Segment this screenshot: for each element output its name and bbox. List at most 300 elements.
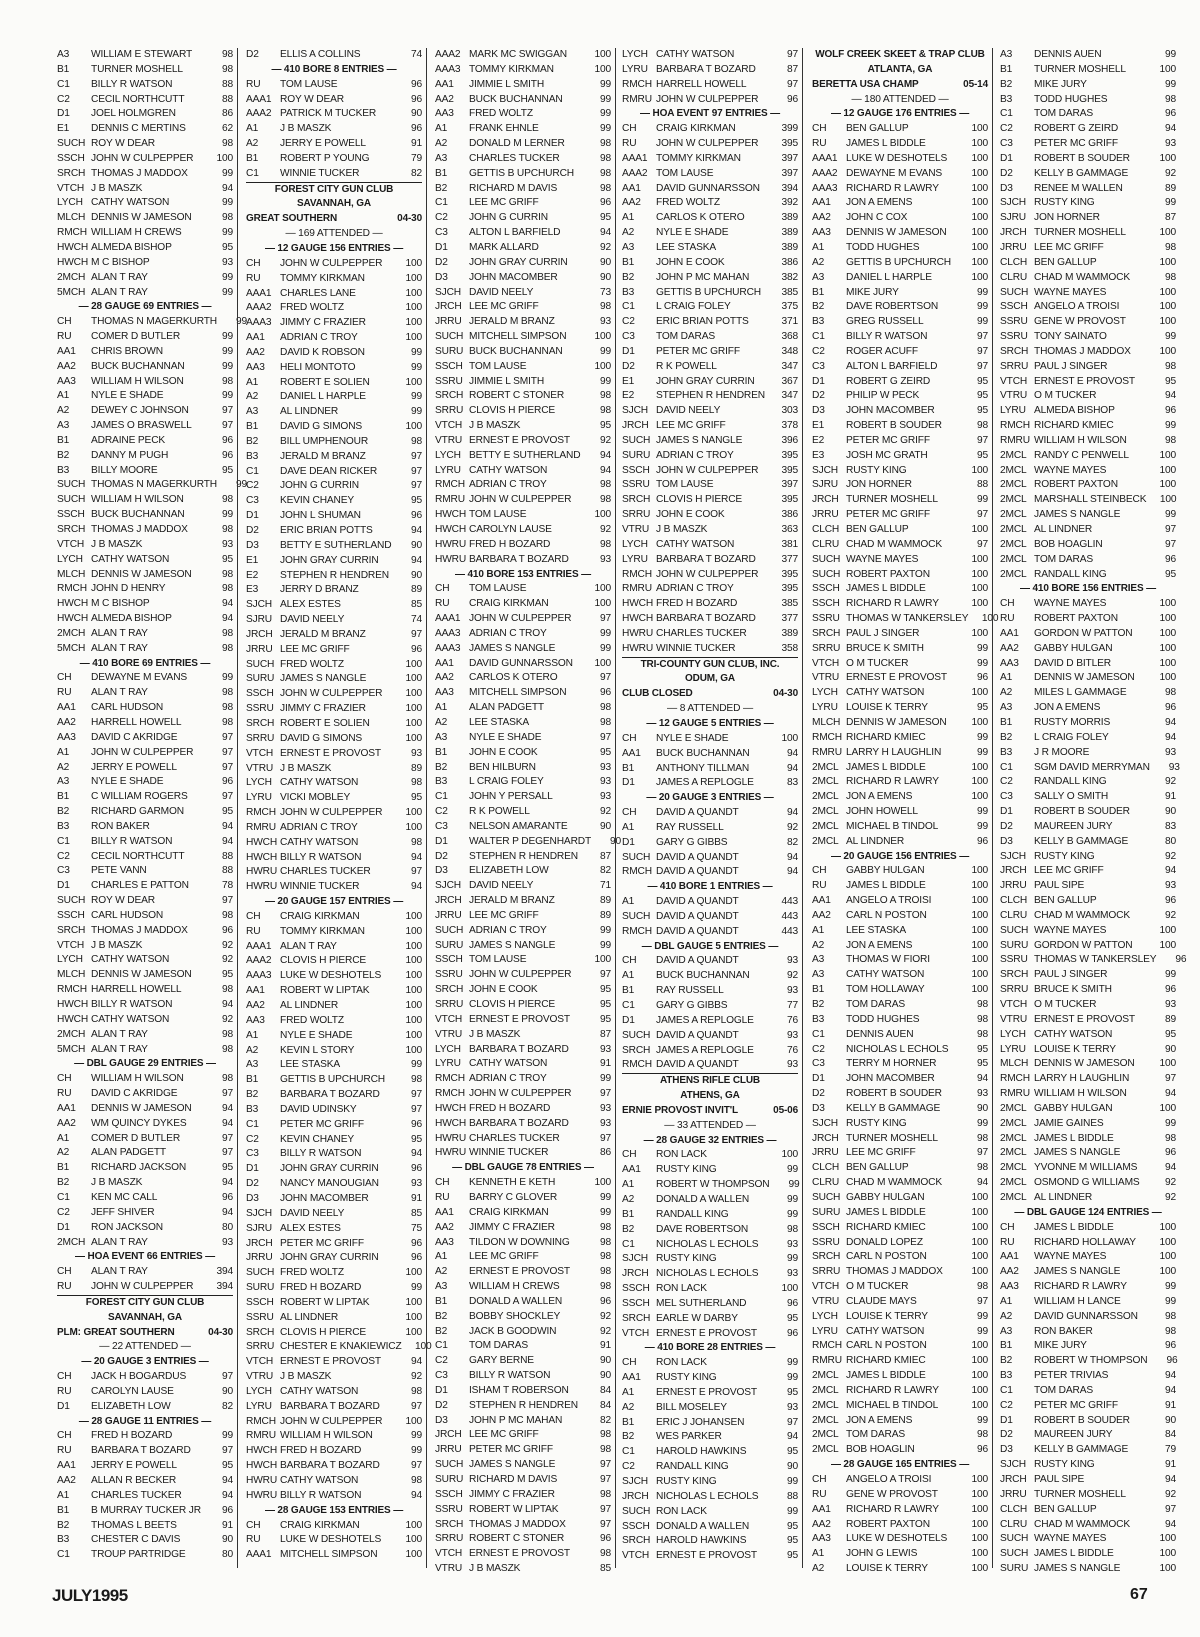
class-code: D2 xyxy=(246,1178,259,1190)
class-code: D2 xyxy=(1000,1429,1013,1441)
class-code: HWCH xyxy=(246,1445,278,1457)
shooter-name: MEL SUTHERLAND xyxy=(656,1297,747,1309)
result-row xyxy=(1000,1057,1176,1072)
class-code: HWRU xyxy=(435,1132,467,1144)
class-code: D1 xyxy=(1000,152,1013,164)
score: 100 xyxy=(1159,1102,1176,1114)
result-row xyxy=(57,998,233,1013)
score: 100 xyxy=(594,954,611,966)
shooter-name: L CRAIG FOLEY xyxy=(656,301,731,313)
result-row xyxy=(435,835,622,850)
shooter-name: CATHY WATSON xyxy=(280,1475,359,1486)
class-code: CH xyxy=(57,1371,72,1383)
score: 98 xyxy=(599,1221,611,1233)
class-code: D3 xyxy=(1000,182,1013,194)
result-row xyxy=(246,1385,422,1400)
result-row xyxy=(1000,835,1176,850)
score: 82 xyxy=(599,1414,611,1426)
result-row xyxy=(435,1443,611,1458)
result-row xyxy=(246,776,422,791)
result-row xyxy=(1000,300,1176,315)
shooter-name: J B MASZK xyxy=(469,1563,521,1575)
score: 86 xyxy=(599,1147,611,1159)
class-code: AAA2 xyxy=(812,167,838,179)
score: 99 xyxy=(410,1445,422,1457)
shooter-name: CLAUDE MAYS xyxy=(846,1295,917,1307)
result-row xyxy=(246,821,422,836)
score: 93 xyxy=(221,1236,233,1248)
class-code: CLCH xyxy=(812,1162,840,1174)
score: 98 xyxy=(221,212,233,224)
shooter-name: DENNIS W JAMESON xyxy=(846,227,947,239)
score: 99 xyxy=(410,1282,422,1294)
class-code: SRCH xyxy=(622,1312,651,1324)
shooter-name: TOMMY KIRKMAN xyxy=(469,63,554,75)
shooter-name: MIKE JURY xyxy=(1034,1340,1087,1352)
result-row xyxy=(812,1176,988,1191)
result-row xyxy=(57,1043,233,1058)
shooter-name: PETER MC GRIFF xyxy=(1034,1399,1118,1411)
result-row xyxy=(1000,1221,1176,1236)
shooter-name: PETER TRIVIAS xyxy=(1034,1370,1109,1382)
score: 100 xyxy=(1159,449,1176,461)
result-row xyxy=(812,879,988,894)
score: 97 xyxy=(599,672,611,684)
score: 95 xyxy=(410,1133,422,1145)
score: 443 xyxy=(781,896,798,908)
result-row xyxy=(435,627,611,642)
result-row xyxy=(622,1208,798,1223)
result-row xyxy=(57,1444,233,1459)
shooter-name: ROY W DEAR xyxy=(91,138,155,150)
score: 90 xyxy=(786,1461,798,1473)
score: 94 xyxy=(599,464,611,476)
shooter-name: JOHN W CULPEPPER xyxy=(91,152,194,164)
shooter-name: BILLY R WATSON xyxy=(280,1148,362,1160)
score: 93 xyxy=(221,538,233,550)
shooter-name: JOHN P MC MAHAN xyxy=(656,271,750,283)
result-row xyxy=(812,998,988,1013)
score: 100 xyxy=(971,895,988,907)
shooter-name: FRED WOLTZ xyxy=(280,658,344,670)
result-row xyxy=(435,1458,611,1473)
shooter-name: AL LINDNER xyxy=(846,835,905,847)
shooter-name: FRED H BOZARD xyxy=(469,538,551,550)
result-row xyxy=(435,300,611,315)
class-code: VTCH xyxy=(435,420,463,432)
result-row xyxy=(812,597,988,612)
shooter-name: ALTON L BARFIELD xyxy=(469,227,561,239)
shooter-name: RUSTY KING xyxy=(1034,850,1095,862)
shooter-name: JOHN MACOMBER xyxy=(469,271,558,283)
result-row xyxy=(57,953,233,968)
result-row xyxy=(622,954,798,969)
class-code: B3 xyxy=(1000,93,1013,105)
class-code: SRCH xyxy=(57,524,86,535)
class-code: HWCH xyxy=(57,613,89,625)
class-code: AA1 xyxy=(622,1372,641,1384)
class-code: CH xyxy=(246,910,261,922)
result-row xyxy=(812,1146,988,1161)
score: 100 xyxy=(1159,227,1176,239)
result-row xyxy=(435,1310,611,1325)
result-row xyxy=(435,998,611,1013)
class-code: SJCH xyxy=(622,1476,649,1487)
score: 62 xyxy=(221,123,233,135)
score: 95 xyxy=(786,1535,798,1547)
class-code: SRCH xyxy=(57,167,86,179)
score: 97 xyxy=(410,1400,422,1412)
score: 92 xyxy=(1164,1177,1176,1189)
class-code: SSCH xyxy=(435,1488,463,1500)
club-heading: TRI-COUNTY GUN CLUB, INC. xyxy=(640,658,780,670)
score: 94 xyxy=(221,999,233,1010)
result-row xyxy=(246,672,422,687)
shooter-name: J B MASZK xyxy=(469,420,521,432)
class-code: LYCH xyxy=(1000,1028,1026,1040)
class-code: AA3 xyxy=(812,227,831,239)
class-code: AAA2 xyxy=(246,955,272,967)
result-row xyxy=(1000,1117,1176,1132)
score: 92 xyxy=(1164,850,1176,862)
score: 100 xyxy=(405,1029,422,1041)
class-code: JRRU xyxy=(812,509,839,521)
result-row xyxy=(812,434,988,449)
shooter-name: THOMAS N MAGERKURTH xyxy=(91,316,218,328)
score: 389 xyxy=(781,227,798,239)
result-row xyxy=(622,969,798,984)
class-code: RMCH xyxy=(435,1073,465,1085)
score: 91 xyxy=(410,138,422,150)
class-code: VTCH xyxy=(246,747,274,759)
class-code: C1 xyxy=(1000,1384,1013,1396)
result-row xyxy=(246,361,422,376)
score: 100 xyxy=(971,1370,988,1382)
result-row xyxy=(1000,1339,1176,1354)
class-code: RU xyxy=(246,925,261,937)
class-code: D1 xyxy=(57,108,70,120)
class-code: HWRU xyxy=(246,1489,278,1501)
score: 93 xyxy=(1164,880,1176,892)
shooter-name: RON LACK xyxy=(656,1357,707,1369)
shooter-name: ERNEST E PROVOST xyxy=(280,1356,382,1368)
result-row xyxy=(622,627,798,642)
result-row xyxy=(57,1400,233,1415)
class-code: LYRU xyxy=(812,702,838,714)
result-row xyxy=(1000,1146,1176,1161)
score: 100 xyxy=(971,909,988,921)
score: 100 xyxy=(405,1000,422,1011)
result-row xyxy=(246,494,422,509)
score: 100 xyxy=(594,583,611,595)
class-code: C3 xyxy=(622,331,635,343)
score: 100 xyxy=(405,658,422,670)
class-code: AA1 xyxy=(622,1164,641,1176)
shooter-name: ROBERT B SOUDER xyxy=(846,420,942,432)
result-row xyxy=(435,1384,611,1399)
shooter-name: FRED WOLTZ xyxy=(280,302,344,314)
shooter-name: R K POWELL xyxy=(656,360,717,372)
attendance: — 180 ATTENDED — xyxy=(851,93,949,105)
shooter-name: FRED WOLTZ xyxy=(656,197,720,209)
shooter-name: JOHN GRAY CURRIN xyxy=(469,256,568,268)
shooter-name: PHILIP W PECK xyxy=(846,390,920,402)
club-heading: SAVANNAH, GA xyxy=(297,198,371,210)
result-row xyxy=(435,256,611,271)
score: 87 xyxy=(786,63,798,75)
score: 99 xyxy=(599,93,611,105)
result-row xyxy=(1000,1102,1176,1117)
shooter-name: WALTER P DEGENHARDT xyxy=(469,835,592,847)
score: 100 xyxy=(405,1267,422,1279)
result-row xyxy=(812,1236,988,1251)
result-row xyxy=(622,389,798,404)
shooter-name: TOM LAUSE xyxy=(656,167,714,179)
class-code: VTRU xyxy=(812,672,840,684)
shooter-name: RENEE M WALLEN xyxy=(1034,182,1123,194)
shooter-name: JIMMY C FRAZIER xyxy=(469,1488,555,1500)
score: 100 xyxy=(971,716,988,728)
result-row xyxy=(622,78,798,93)
score: 95 xyxy=(599,420,611,432)
result-row xyxy=(812,1443,988,1458)
class-code: D2 xyxy=(435,850,448,862)
column-divider xyxy=(237,48,238,1568)
class-code: AA2 xyxy=(1000,1266,1019,1278)
score: 100 xyxy=(1159,494,1177,506)
result-row xyxy=(435,582,611,597)
score: 98 xyxy=(221,375,233,387)
event-header: — DBL GAUGE 78 ENTRIES — xyxy=(452,1162,594,1174)
class-code: JRCH xyxy=(812,1132,839,1144)
class-code: A2 xyxy=(246,138,259,150)
shooter-name: DAVID UDINSKY xyxy=(280,1103,357,1115)
shoot-date: 05-06 xyxy=(773,1104,798,1116)
shooter-name: JOHN GRAY CURRIN xyxy=(280,1163,379,1175)
result-row xyxy=(57,864,233,879)
class-code: RU xyxy=(812,880,827,892)
score: 93 xyxy=(599,316,611,328)
shooter-name: CARL N POSTON xyxy=(846,909,927,921)
score: 100 xyxy=(971,167,988,179)
result-row xyxy=(1000,1547,1176,1562)
score: 97 xyxy=(410,1089,422,1101)
result-row xyxy=(57,924,233,939)
score: 100 xyxy=(971,464,988,476)
result-row xyxy=(435,775,611,790)
result-row xyxy=(246,405,422,420)
score: 100 xyxy=(405,732,422,744)
class-code: AAA2 xyxy=(246,108,272,120)
score: 100 xyxy=(1159,63,1176,75)
shooter-name: THOMAS W TANKERSLEY xyxy=(846,613,969,625)
class-code: SSCH xyxy=(812,1221,840,1233)
class-code: SSRU xyxy=(1000,331,1028,343)
result-row xyxy=(57,286,233,301)
score: 99 xyxy=(221,345,233,357)
result-row xyxy=(812,1532,988,1547)
result-row xyxy=(622,1505,798,1520)
score: 90 xyxy=(599,271,611,283)
score: 89 xyxy=(599,895,611,907)
score: 95 xyxy=(221,806,233,818)
shooter-name: JAMES S NANGLE xyxy=(280,673,367,685)
shooter-name: MARK ALLARD xyxy=(469,241,539,253)
class-code: E2 xyxy=(622,390,635,402)
result-row xyxy=(57,48,233,63)
shooter-name: JOHN MACOMBER xyxy=(280,1192,369,1204)
result-row xyxy=(1000,1532,1176,1547)
score: 92 xyxy=(786,821,798,833)
class-code: C3 xyxy=(1000,791,1013,803)
score: 95 xyxy=(221,1162,233,1174)
score: 95 xyxy=(599,746,611,758)
class-code: A3 xyxy=(812,969,825,981)
score: 85 xyxy=(599,1563,611,1575)
score: 100 xyxy=(1159,627,1176,639)
shooter-name: TOM DARAS xyxy=(469,1340,529,1352)
result-row xyxy=(812,315,988,330)
class-code: B1 xyxy=(246,421,259,433)
shooter-name: PETER MC GRIFF xyxy=(846,509,930,521)
score: 97 xyxy=(976,360,988,372)
result-row xyxy=(812,968,988,983)
shooter-name: JERRY E POWELL xyxy=(280,138,366,150)
result-row xyxy=(1000,1176,1176,1191)
class-code: JRRU xyxy=(1000,880,1027,892)
class-code: AA2 xyxy=(57,716,76,728)
class-code: MLCH xyxy=(57,568,86,580)
result-row xyxy=(435,671,611,686)
result-row xyxy=(57,389,233,404)
score: 98 xyxy=(599,152,611,164)
score: 93 xyxy=(599,1102,611,1114)
shooter-name: COMER D BUTLER xyxy=(91,1132,181,1144)
class-code: D1 xyxy=(1000,1414,1013,1426)
result-row xyxy=(435,1547,611,1562)
score: 100 xyxy=(971,969,988,981)
shooter-name: THOMAS W FIORI xyxy=(846,954,930,966)
score: 100 xyxy=(971,138,988,150)
class-code: AA3 xyxy=(246,1014,265,1026)
class-code: HWCH xyxy=(57,256,89,268)
class-code: LYRU xyxy=(622,553,648,565)
score: 92 xyxy=(221,939,233,951)
result-row xyxy=(435,1057,611,1072)
result-row xyxy=(57,671,233,686)
score: 96 xyxy=(786,1327,798,1339)
class-code: A2 xyxy=(435,1266,448,1278)
score: 94 xyxy=(221,1117,233,1129)
class-code: RU xyxy=(246,272,261,284)
shooter-name: LEE MC GRIFF xyxy=(656,420,726,432)
result-row xyxy=(1000,998,1176,1013)
score: 99 xyxy=(976,1325,988,1337)
class-code: RU xyxy=(246,1534,261,1546)
score: 394 xyxy=(781,182,798,194)
shooter-name: CECIL NORTHCUTT xyxy=(91,850,185,862)
shooter-name: TROUP PARTRIDGE xyxy=(91,1549,186,1561)
result-row xyxy=(622,1297,798,1312)
class-code: CLRU xyxy=(812,538,840,550)
class-code: E1 xyxy=(812,420,825,432)
shooter-name: DENNIS W JAMESON xyxy=(1034,1058,1135,1070)
shooter-name: JOEL HOLMGREN xyxy=(91,108,176,120)
result-row xyxy=(1000,657,1176,672)
score: 100 xyxy=(405,821,422,833)
result-row xyxy=(1000,983,1176,998)
class-code: SSCH xyxy=(622,1283,650,1295)
class-code: SSCH xyxy=(812,583,840,595)
shooter-name: PETER MC GRIFF xyxy=(280,1118,364,1130)
shooter-name: ANGELO A TROISI xyxy=(1034,301,1120,313)
result-row xyxy=(812,657,988,672)
shooter-name: MIKE JURY xyxy=(1034,78,1087,90)
class-code: AA1 xyxy=(1000,1251,1019,1263)
result-row xyxy=(435,1414,611,1429)
score: 97 xyxy=(1164,524,1176,535)
score: 98 xyxy=(221,1043,233,1055)
class-code: HWRU xyxy=(246,881,278,893)
class-code: SJRU xyxy=(246,1222,273,1234)
shooter-name: TOM DARAS xyxy=(1034,553,1094,565)
shooter-name: M C BISHOP xyxy=(91,256,150,268)
score: 385 xyxy=(781,286,798,298)
score: 100 xyxy=(971,598,988,610)
shooter-name: ROBERT W THOMPSON xyxy=(656,1179,770,1191)
shooter-name: ADRIAN C TROY xyxy=(469,627,547,639)
class-code: SUCH xyxy=(1000,286,1029,298)
shooter-name: LUKE W DESHOTELS xyxy=(280,1534,382,1546)
class-code: SRCH xyxy=(246,717,275,729)
shooter-name: JON A EMENS xyxy=(846,939,913,951)
shooter-name: FRED H BOZARD xyxy=(91,1430,173,1442)
score: 100 xyxy=(1159,613,1176,625)
result-row xyxy=(246,643,422,658)
result-row xyxy=(1000,1325,1176,1340)
result-row xyxy=(622,1534,798,1549)
class-code: 2MCL xyxy=(1000,1162,1027,1174)
result-row xyxy=(435,790,611,805)
class-code: RMCH xyxy=(622,78,652,90)
score: 99 xyxy=(1164,1281,1176,1293)
shooter-name: GARY BERNE xyxy=(469,1355,534,1367)
result-row xyxy=(435,1206,611,1221)
class-code: C1 xyxy=(812,331,825,343)
result-row xyxy=(435,434,611,449)
score: 87 xyxy=(599,850,611,862)
result-row xyxy=(246,78,422,93)
shooter-name: RANDALL KING xyxy=(656,1208,729,1220)
class-code: SUCH xyxy=(1000,924,1029,936)
results-column-5 xyxy=(812,48,999,1577)
class-code: SRRU xyxy=(435,999,464,1010)
result-row xyxy=(246,1118,422,1133)
score: 100 xyxy=(405,1326,422,1338)
result-row xyxy=(1000,464,1176,479)
class-code: A2 xyxy=(812,1563,825,1575)
score: 91 xyxy=(221,1519,233,1531)
score: 90 xyxy=(1164,806,1176,818)
class-code: AA1 xyxy=(246,985,265,997)
class-code: SRCH xyxy=(1000,969,1029,981)
score: 100 xyxy=(405,1549,422,1561)
result-row xyxy=(812,805,988,820)
class-code: RMCH xyxy=(435,1088,465,1100)
result-row xyxy=(622,582,798,597)
class-code: AAA2 xyxy=(246,302,272,314)
class-code: 2MCH xyxy=(57,1236,86,1248)
